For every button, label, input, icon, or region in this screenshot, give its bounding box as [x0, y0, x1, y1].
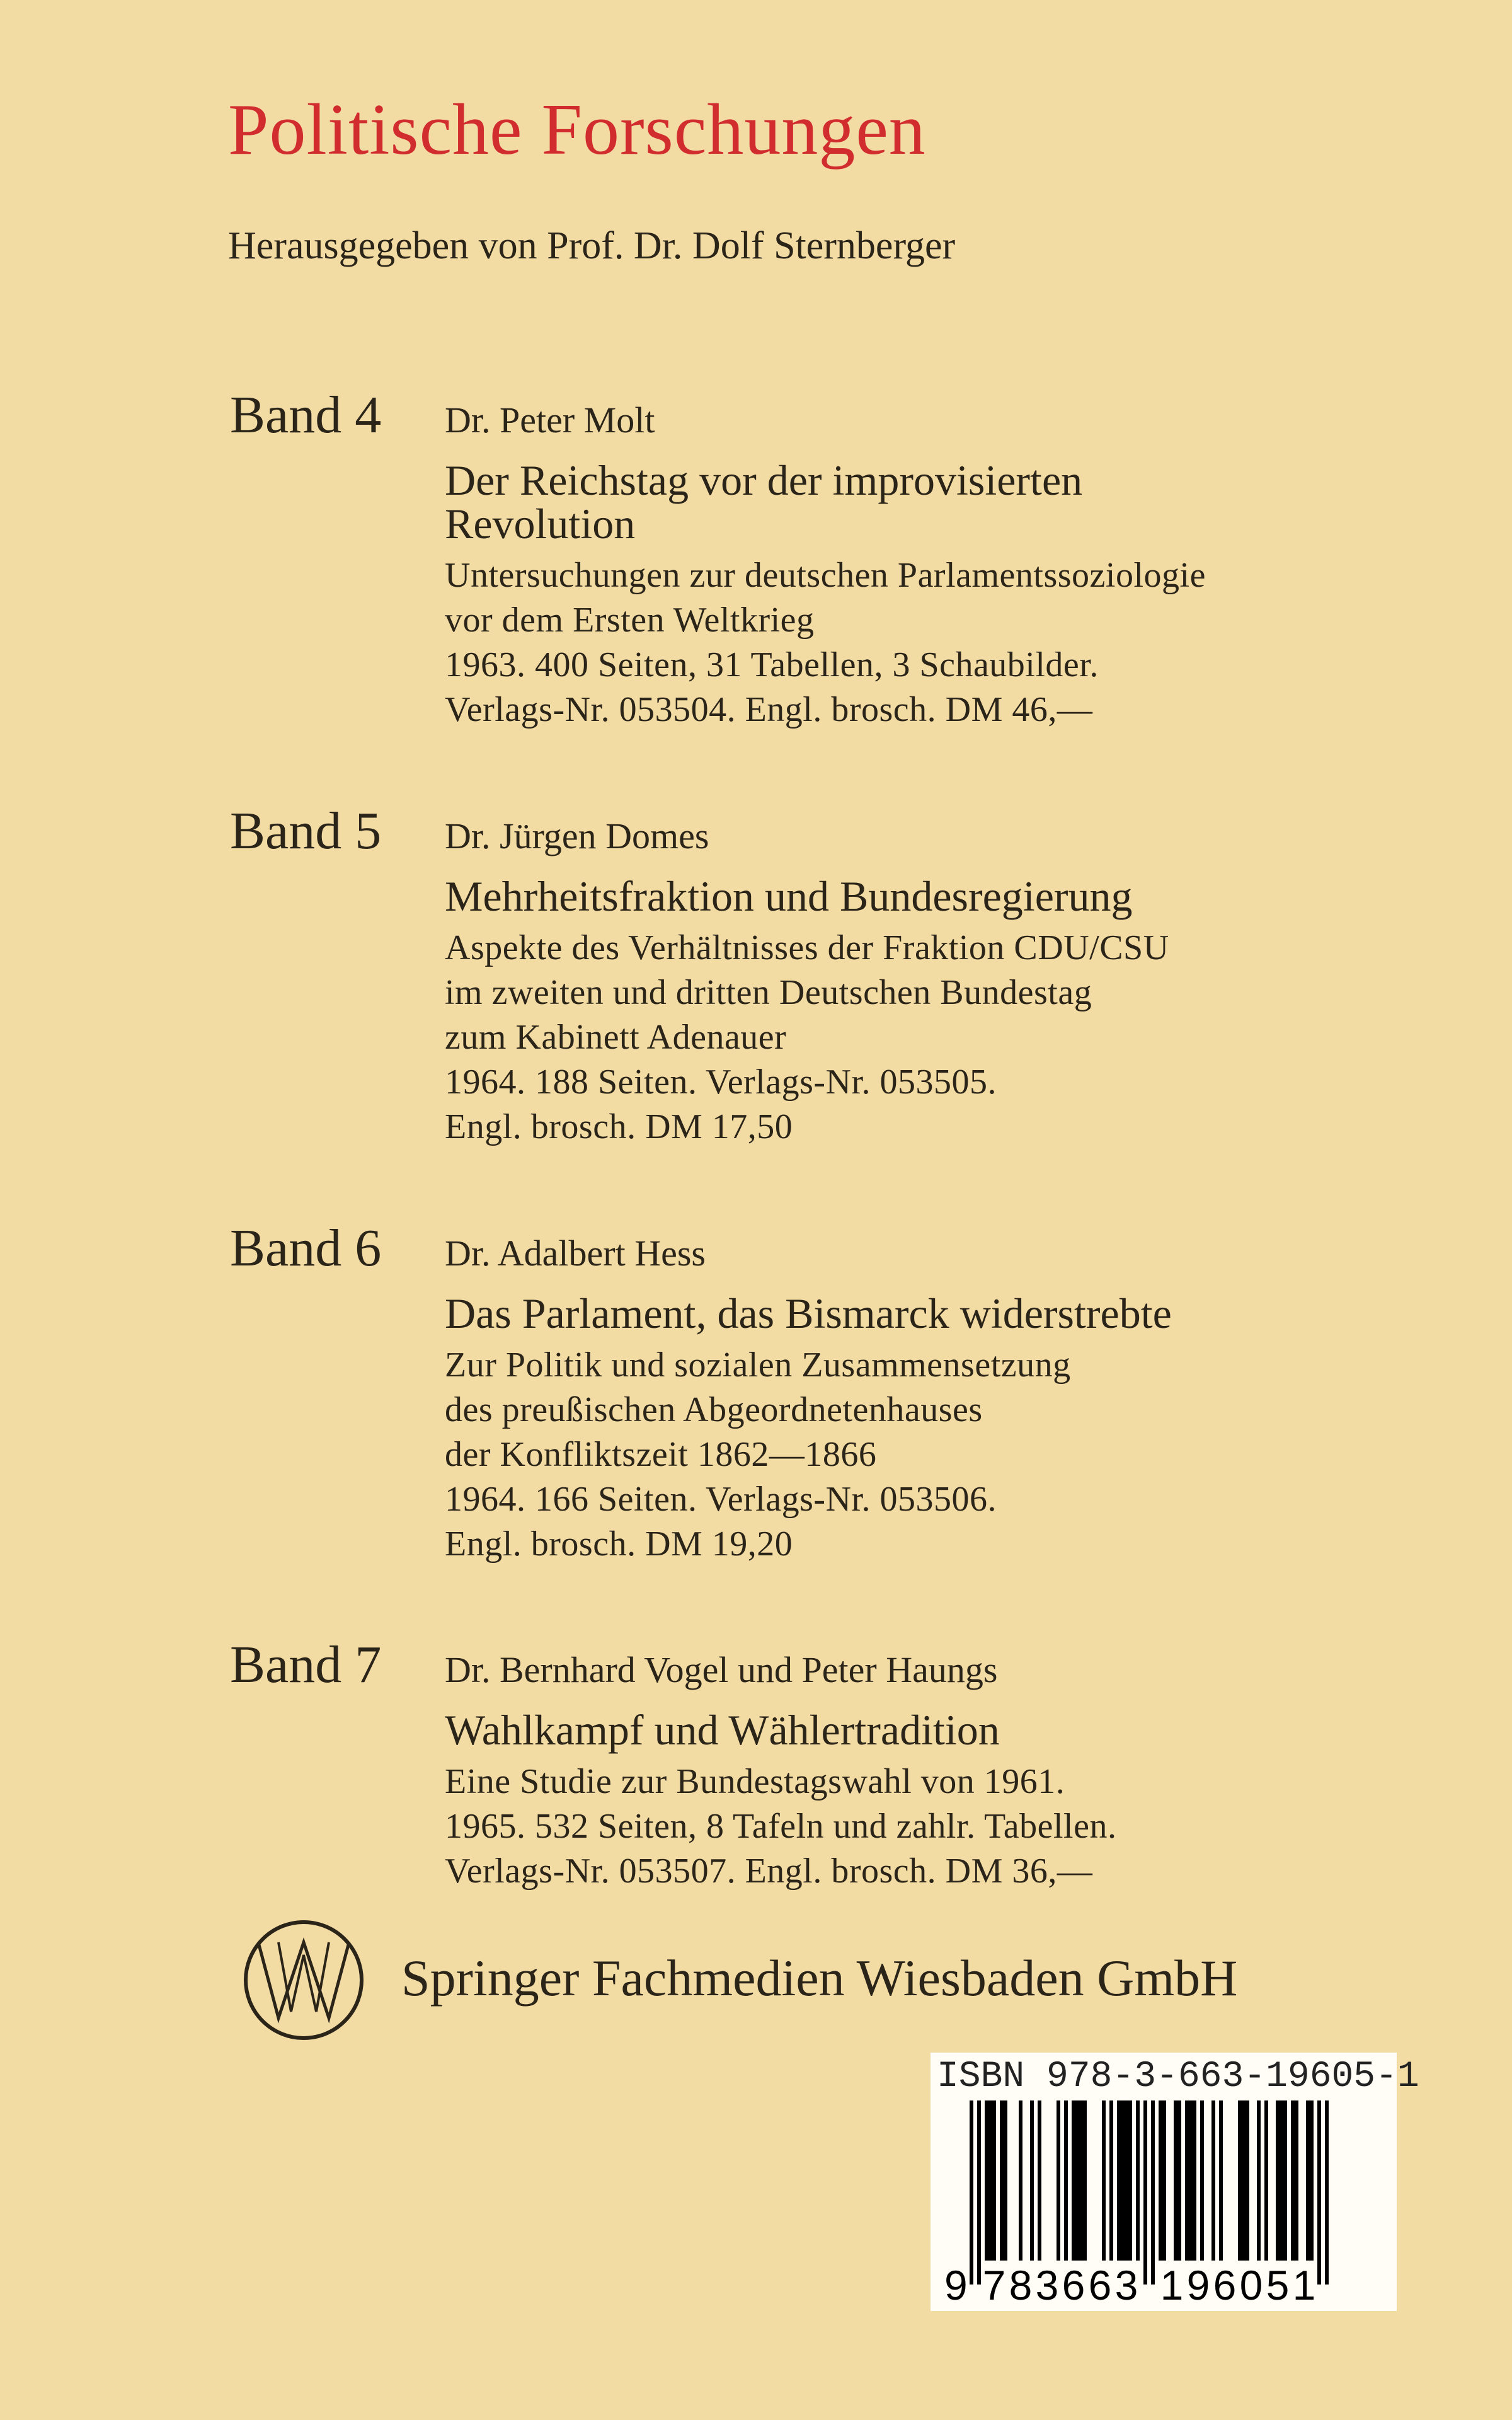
barcode-bar: [1317, 2100, 1321, 2285]
barcode-bar: [988, 2100, 992, 2261]
barcode-bar: [1019, 2100, 1022, 2261]
barcode-bar: [1193, 2100, 1196, 2261]
barcode-bar: [1306, 2100, 1310, 2261]
barcode-bar: [977, 2100, 981, 2285]
detail-line: Verlags-Nr. 053504. Engl. brosch. DM 46,—: [445, 690, 1093, 729]
band-body: [445, 1231, 1172, 1567]
barcode-bar: [1174, 2100, 1177, 2261]
barcode-bar: [970, 2100, 973, 2285]
barcode-bar: [1143, 2100, 1147, 2285]
barcode-bar: [1079, 2100, 1083, 2261]
detail-line: Engl. brosch. DM 17,50: [445, 1107, 793, 1146]
barcode-bar: [1075, 2100, 1079, 2261]
barcode-bar: [1083, 2100, 1087, 2261]
barcode-digit: 6: [1213, 2262, 1237, 2308]
book-details: [445, 1760, 1116, 1894]
barcode-bar: [1200, 2100, 1204, 2261]
detail-line: der Konfliktszeit 1862—1866: [445, 1435, 877, 1474]
detail-line: vor dem Ersten Weltkrieg: [445, 601, 815, 640]
editor-line: Herausgegeben von Prof. Dr. Dolf Sternberger: [228, 224, 956, 267]
barcode-bar: [1264, 2100, 1268, 2261]
title-line: Wahlkampf und Wählertradition: [445, 1706, 1000, 1754]
detail-line: Eine Studie zur Bundestagswahl von 1961.: [445, 1762, 1065, 1801]
barcode-digit: 1: [1292, 2262, 1316, 2308]
author: Dr. Peter Molt: [445, 400, 655, 441]
barcode-digit: 3: [1114, 2262, 1138, 2308]
barcode-bar: [1238, 2100, 1242, 2261]
barcode-bar: [1136, 2100, 1140, 2261]
barcode-bar: [1295, 2100, 1298, 2261]
barcode-bar: [1219, 2100, 1223, 2261]
barcode-bar: [1283, 2100, 1287, 2261]
barcode-bar: [1151, 2100, 1155, 2285]
band-number: Band 7: [230, 1635, 382, 1694]
barcode-bar: [1310, 2100, 1314, 2261]
title-line: Revolution: [445, 500, 636, 548]
barcode-bar: [1064, 2100, 1068, 2261]
barcode-digit: 9: [944, 2262, 968, 2308]
barcode-digit: 5: [1266, 2262, 1290, 2308]
barcode-bar: [1038, 2100, 1041, 2261]
barcode-bar: [1159, 2100, 1162, 2261]
barcode-bar: [1185, 2100, 1189, 2261]
book-details: [445, 1343, 1172, 1567]
barcode-bar: [1291, 2100, 1295, 2261]
barcode-bar: [1246, 2100, 1249, 2261]
barcode-bar: [1072, 2100, 1075, 2261]
barcode-bar: [1102, 2100, 1106, 2261]
barcode-bar: [992, 2100, 996, 2261]
isbn-barcode: [931, 2053, 1419, 2311]
detail-line: 1964. 166 Seiten. Verlags-Nr. 053506.: [445, 1480, 997, 1519]
barcode-bar: [1189, 2100, 1193, 2261]
barcode-bar: [1325, 2100, 1329, 2285]
series-title: Politische Forschungen: [228, 89, 926, 170]
book-title: [445, 456, 1206, 548]
barcode-digit: 7: [982, 2262, 1006, 2308]
barcode-bar: [1000, 2100, 1004, 2261]
band-number: Band 5: [230, 802, 382, 860]
publisher-name: Springer Fachmedien Wiesbaden GmbH: [401, 1949, 1238, 2007]
barcode-digit: 6: [1088, 2262, 1112, 2308]
title-line: Das Parlament, das Bismarck widerstrebte: [445, 1289, 1172, 1337]
barcode-bar: [1121, 2100, 1125, 2261]
book-details: [445, 926, 1169, 1150]
barcode-bar: [1242, 2100, 1246, 2261]
book-title: [445, 1289, 1172, 1337]
detail-line: im zweiten und dritten Deutschen Bundestag: [445, 973, 1092, 1012]
detail-line: 1964. 188 Seiten. Verlags-Nr. 053505.: [445, 1063, 997, 1102]
barcode-digit: 8: [1009, 2262, 1033, 2308]
barcode-bar: [985, 2100, 988, 2261]
barcode-digit: 6: [1062, 2262, 1085, 2308]
barcode-bar: [1057, 2100, 1060, 2261]
isbn-label: ISBN 978-3-663-19605-1: [937, 2056, 1419, 2097]
title-line: Der Reichstag vor der improvisierten: [445, 456, 1083, 504]
barcode-bar: [1280, 2100, 1283, 2261]
detail-line: des preußischen Abgeordnetenhauses: [445, 1390, 983, 1429]
barcode-digit: 1: [1160, 2262, 1184, 2308]
barcode-bar: [1276, 2100, 1280, 2261]
barcode-bar: [1117, 2100, 1121, 2261]
title-line: Mehrheitsfraktion und Bundesregierung: [445, 872, 1133, 920]
band-body: [445, 1648, 1116, 1894]
author: Dr. Bernhard Vogel und Peter Haungs: [445, 1649, 998, 1690]
band-body: [445, 398, 1206, 732]
barcode-bar: [1162, 2100, 1166, 2261]
barcode-bar: [1128, 2100, 1132, 2261]
detail-line: 1965. 532 Seiten, 8 Tafeln und zahlr. Tabellen.: [445, 1807, 1117, 1846]
barcode-digit: 9: [1186, 2262, 1210, 2308]
book-title: [445, 1708, 1116, 1752]
book-title: [445, 872, 1169, 920]
barcode-digit: 0: [1239, 2262, 1263, 2308]
barcode-bar: [1125, 2100, 1128, 2261]
barcode-bar: [1004, 2100, 1007, 2261]
detail-line: Aspekte des Verhältnisses der Fraktion CDU/CSU: [445, 928, 1169, 967]
barcode-bar: [1257, 2100, 1261, 2261]
book-details: [445, 553, 1206, 732]
detail-line: Engl. brosch. DM 19,20: [445, 1524, 793, 1564]
barcode-bar: [1030, 2100, 1034, 2261]
barcode-bar: [1211, 2100, 1215, 2261]
detail-line: Verlags-Nr. 053507. Engl. brosch. DM 36,—: [445, 1852, 1093, 1891]
author: Dr. Adalbert Hess: [445, 1233, 706, 1274]
detail-line: 1963. 400 Seiten, 31 Tabellen, 3 Schaubilder.: [445, 645, 1099, 684]
band-number: Band 6: [230, 1219, 382, 1277]
barcode-bar: [1109, 2100, 1113, 2261]
detail-line: Untersuchungen zur deutschen Parlamentssoziologie: [445, 556, 1206, 595]
author: Dr. Jürgen Domes: [445, 815, 709, 856]
detail-line: Zur Politik und sozialen Zusammensetzung: [445, 1345, 1071, 1385]
band-number: Band 4: [230, 386, 382, 444]
publisher-logo-icon: [241, 1917, 367, 2043]
barcode-bar: [1177, 2100, 1181, 2261]
band-body: [445, 814, 1169, 1150]
detail-line: zum Kabinett Adenauer: [445, 1018, 787, 1057]
barcode-bars: [931, 2053, 1397, 2311]
barcode-digit: 3: [1035, 2262, 1059, 2308]
